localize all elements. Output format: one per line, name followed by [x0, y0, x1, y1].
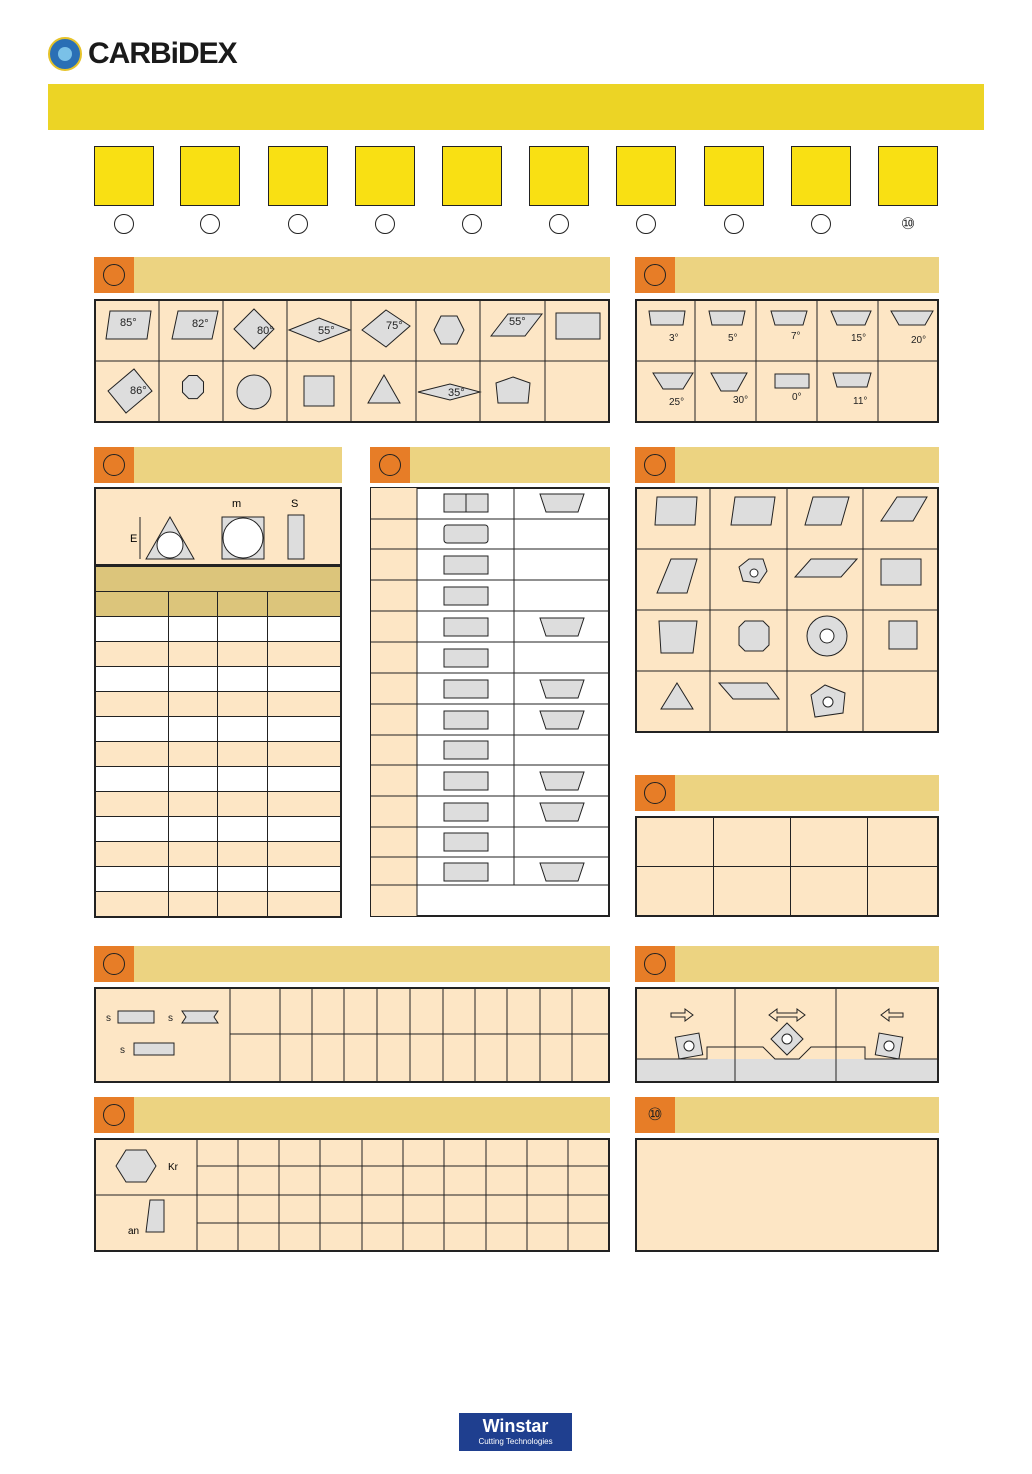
- section-number: ⑩: [647, 1105, 663, 1124]
- code-box: [180, 146, 240, 206]
- manufacturer-section-header: [635, 1097, 939, 1133]
- position-number: [462, 214, 482, 234]
- thickness-s-diagram: [94, 987, 610, 1083]
- code-box: [94, 146, 154, 206]
- section-number: [644, 454, 666, 476]
- svg-text:85°: 85°: [120, 317, 137, 329]
- svg-text:m: m: [232, 498, 242, 510]
- clearance-angles-diagram: [635, 299, 939, 423]
- brand-logo: [48, 36, 237, 72]
- svg-text:75°: 75°: [386, 320, 403, 332]
- position-number: [375, 214, 395, 234]
- svg-text:30°: 30°: [733, 395, 749, 406]
- hand-panel: [635, 987, 939, 1083]
- position-number: [724, 214, 744, 234]
- svg-text:25°: 25°: [669, 397, 685, 408]
- svg-text:55°: 55°: [509, 316, 526, 328]
- svg-text:an: an: [128, 1226, 140, 1237]
- svg-text:E: E: [130, 533, 138, 545]
- code-box: [878, 146, 938, 206]
- svg-text:s: s: [106, 1013, 111, 1024]
- clearance-section-header: [635, 257, 939, 293]
- position-number: [636, 214, 656, 234]
- position-number: [288, 214, 308, 234]
- manufacturer-panel: [635, 1138, 939, 1252]
- svg-text:20°: 20°: [911, 335, 927, 346]
- tolerance-diagram: [94, 487, 342, 565]
- thickness-table: [635, 816, 939, 917]
- section-number: [103, 264, 125, 286]
- svg-text:35°: 35°: [448, 387, 465, 399]
- position-number: [549, 214, 569, 234]
- svg-text:0°: 0°: [792, 392, 802, 403]
- edge-section-header: [94, 946, 610, 982]
- svg-text:55°: 55°: [318, 325, 335, 337]
- code-box: [791, 146, 851, 206]
- footer-brand: [459, 1413, 572, 1451]
- code-boxes: [94, 146, 944, 236]
- footer-brand-sub: Cutting Technologies: [478, 1437, 553, 1446]
- svg-text:80°: 80°: [257, 325, 274, 337]
- section-number: [103, 1104, 125, 1126]
- svg-text:S: S: [291, 498, 299, 510]
- svg-text:7°: 7°: [791, 331, 801, 342]
- brand-name: CARBiDEX: [88, 37, 237, 70]
- chipbreaker-diagram: [370, 487, 610, 917]
- code-box: [616, 146, 676, 206]
- code-box: [442, 146, 502, 206]
- section-number: [103, 953, 125, 975]
- thickness-section-header: [635, 775, 939, 811]
- svg-text:15°: 15°: [851, 333, 867, 344]
- shape-panel: [94, 299, 610, 423]
- svg-text:3°: 3°: [669, 333, 679, 344]
- hand-section-header: [635, 946, 939, 982]
- code-box: [355, 146, 415, 206]
- section-number: [644, 782, 666, 804]
- tolerance-panel: [94, 487, 342, 917]
- corner-section-header: [94, 1097, 610, 1133]
- size-panel: [635, 487, 939, 733]
- chipbreaker-panel: [370, 487, 610, 917]
- size-section-header: [635, 447, 939, 483]
- svg-text:82°: 82°: [192, 318, 209, 330]
- shape-section-header: [94, 257, 610, 293]
- section-number: [379, 454, 401, 476]
- svg-text:s: s: [168, 1013, 173, 1024]
- shark-logo-icon: [48, 37, 82, 71]
- section-number: [103, 454, 125, 476]
- position-number: [811, 214, 831, 234]
- hand-direction-diagram: [635, 987, 939, 1083]
- svg-text:5°: 5°: [728, 333, 738, 344]
- title-banner: [48, 84, 984, 130]
- position-number: [114, 214, 134, 234]
- section-number: [644, 264, 666, 286]
- code-box: [529, 146, 589, 206]
- edge-panel: [94, 987, 610, 1083]
- tolerance-table: [94, 565, 342, 918]
- corner-panel: [94, 1138, 610, 1252]
- insert-shapes-diagram: [94, 299, 610, 423]
- svg-text:86°: 86°: [130, 385, 147, 397]
- footer-brand-name: Winstar: [482, 1416, 549, 1436]
- clearance-panel: [635, 299, 939, 423]
- section-number: [644, 953, 666, 975]
- svg-text:11°: 11°: [853, 396, 868, 407]
- position-number: ⑩: [900, 216, 916, 233]
- code-box: [704, 146, 764, 206]
- tolerance-section-header: [94, 447, 342, 483]
- position-number: [200, 214, 220, 234]
- chipbreaker-section-header: [370, 447, 610, 483]
- code-box: [268, 146, 328, 206]
- corner-diagram: [94, 1138, 610, 1252]
- svg-text:Kr: Kr: [168, 1162, 178, 1173]
- insert-size-diagram: [635, 487, 939, 733]
- svg-text:s: s: [120, 1045, 125, 1056]
